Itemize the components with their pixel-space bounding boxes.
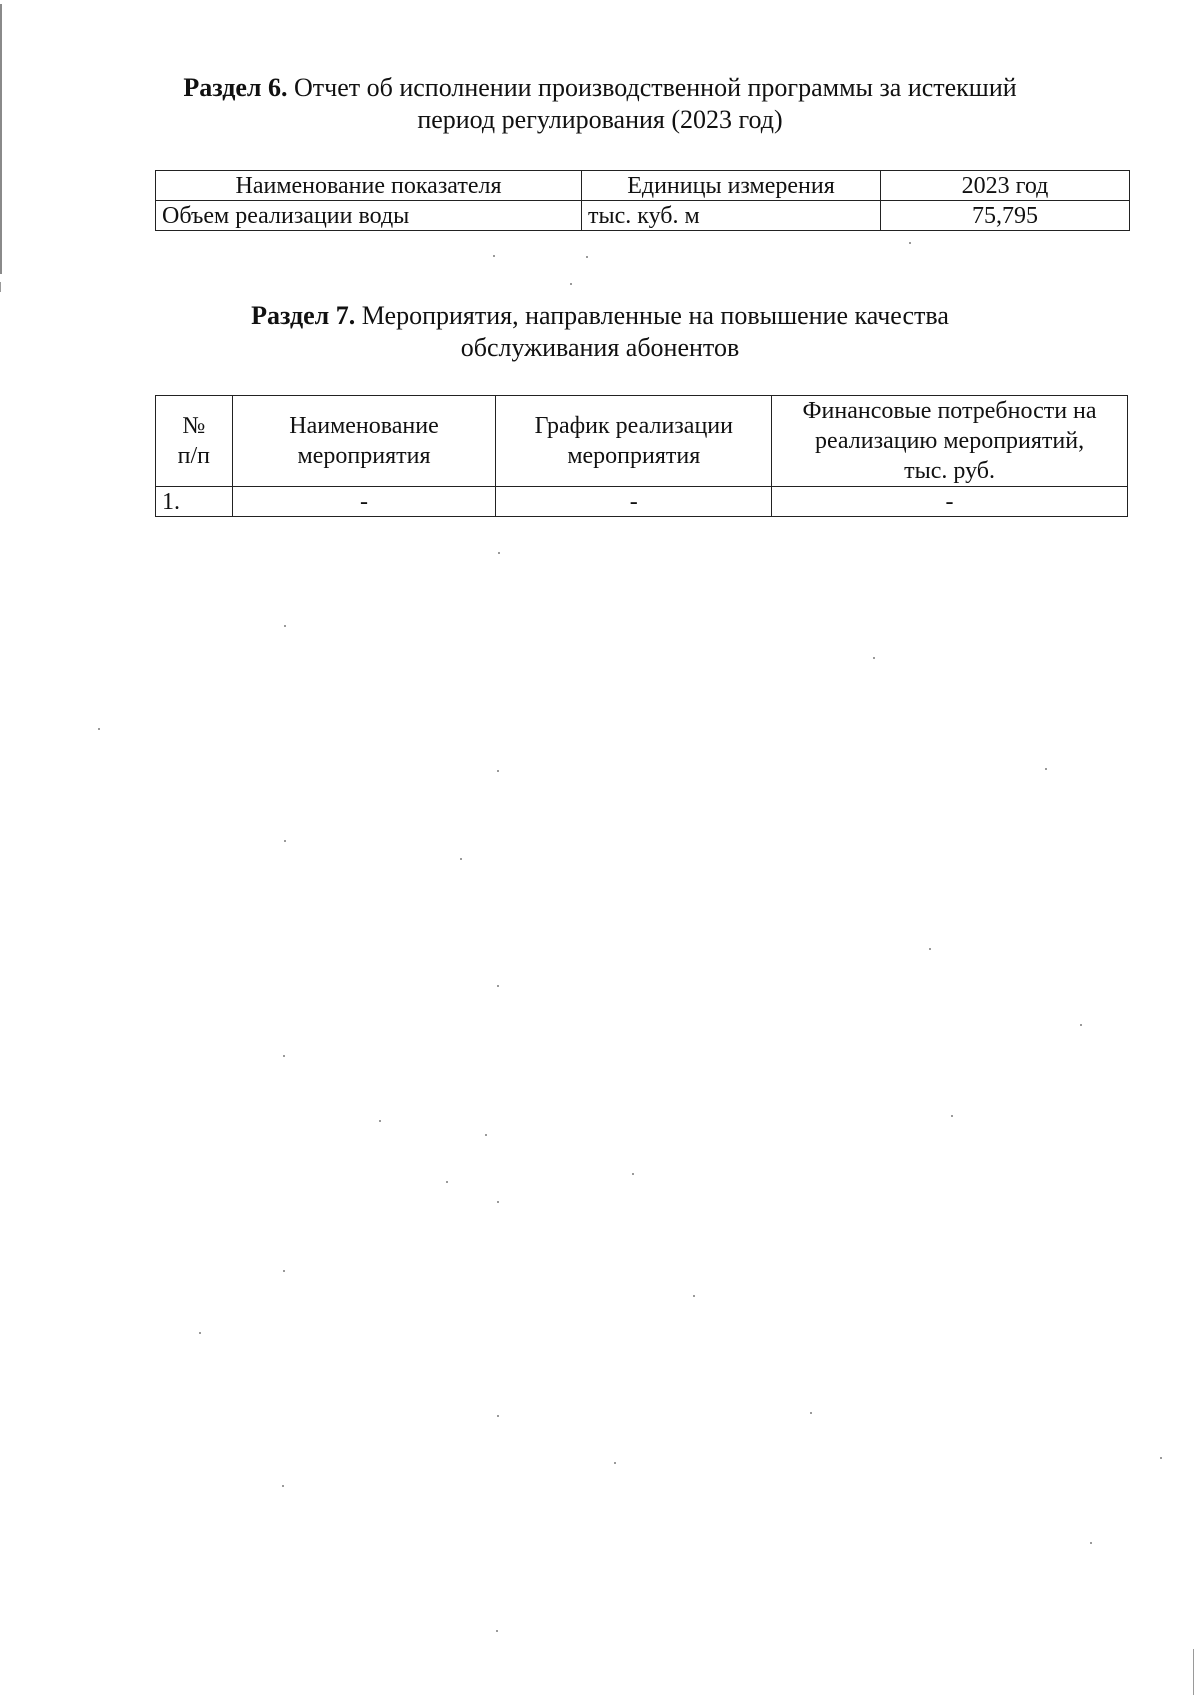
cell-schedule: - xyxy=(496,487,772,517)
scan-edge-artifact xyxy=(0,4,2,274)
scan-speck xyxy=(1080,1024,1082,1026)
scan-speck xyxy=(497,985,499,987)
scan-speck xyxy=(1160,1457,1162,1459)
table-row xyxy=(156,201,1130,231)
scan-speck xyxy=(497,770,499,772)
header-text: тыс. руб. xyxy=(904,458,995,484)
header-text: п/п xyxy=(177,443,210,469)
section-6-title: Отчет об исполнении производственной программы за истекший xyxy=(293,73,1017,102)
header-text: Наименование xyxy=(289,413,439,439)
section-6-heading xyxy=(140,72,1060,136)
cell-measure-name: - xyxy=(232,487,496,517)
section-7-label: Раздел 7. xyxy=(251,301,356,330)
header-financial-needs xyxy=(772,396,1128,487)
scan-speck xyxy=(497,1201,499,1203)
section-6-label: Раздел 6. xyxy=(183,73,288,102)
table-row xyxy=(156,487,1128,517)
scan-speck xyxy=(379,1120,381,1122)
scan-speck xyxy=(283,1055,285,1057)
scan-speck xyxy=(614,1462,616,1464)
section-7-title: Мероприятия, направленные на повышение качества xyxy=(361,301,949,330)
header-text: мероприятия xyxy=(567,443,701,469)
header-units: Единицы измерения xyxy=(582,171,881,201)
scan-speck xyxy=(498,552,500,554)
header-row-number xyxy=(156,396,233,487)
section-7-heading-line2: обслуживания абонентов xyxy=(460,333,740,362)
header-indicator-name: Наименование показателя xyxy=(156,171,582,201)
header-text: мероприятия xyxy=(297,443,431,469)
header-text: Финансовые потребности на xyxy=(802,398,1097,424)
cell-indicator-name: Объем реализации воды xyxy=(156,201,582,231)
scan-speck xyxy=(1090,1542,1092,1544)
cell-row-number: 1. xyxy=(156,487,233,517)
scan-speck xyxy=(929,948,931,950)
scan-speck xyxy=(570,283,572,285)
scan-speck xyxy=(460,858,462,860)
scan-speck xyxy=(493,255,495,257)
cell-value-2023: 75,795 xyxy=(881,201,1130,231)
scan-speck xyxy=(283,1270,285,1272)
table-header-row xyxy=(156,396,1128,487)
section-7-heading xyxy=(140,300,1060,364)
scan-speck xyxy=(632,1173,634,1175)
scan-speck xyxy=(496,1630,498,1632)
scan-speck xyxy=(909,242,911,244)
service-quality-measures-table xyxy=(155,395,1128,517)
scan-edge-artifact xyxy=(0,282,1,292)
scan-edge-artifact xyxy=(1193,1649,1194,1695)
header-year-2023: 2023 год xyxy=(881,171,1130,201)
header-implementation-schedule xyxy=(496,396,772,487)
header-text: реализацию мероприятий, xyxy=(814,428,1085,454)
section-6-heading-line1 xyxy=(140,72,1060,104)
header-text: № xyxy=(182,413,206,439)
header-measure-name xyxy=(232,396,496,487)
section-6-heading-line2: период регулирования (2023 год) xyxy=(417,105,783,134)
cell-units: тыс. куб. м xyxy=(582,201,881,231)
scan-speck xyxy=(199,1332,201,1334)
scan-speck xyxy=(1045,768,1047,770)
table-header-row xyxy=(156,171,1130,201)
scan-speck xyxy=(497,1415,499,1417)
header-text: График реализации xyxy=(534,413,733,439)
scan-speck xyxy=(284,840,286,842)
scan-speck xyxy=(951,1115,953,1117)
scan-speck xyxy=(282,1485,284,1487)
production-program-report-table xyxy=(155,170,1130,231)
section-7-heading-line1 xyxy=(140,300,1060,332)
scan-speck xyxy=(810,1412,812,1414)
scan-speck xyxy=(284,625,286,627)
scan-speck xyxy=(485,1134,487,1136)
scan-speck xyxy=(873,657,875,659)
scan-speck xyxy=(98,728,100,730)
scan-speck xyxy=(446,1181,448,1183)
cell-financial-needs: - xyxy=(772,487,1128,517)
scan-speck xyxy=(693,1295,695,1297)
scan-speck xyxy=(586,256,588,258)
